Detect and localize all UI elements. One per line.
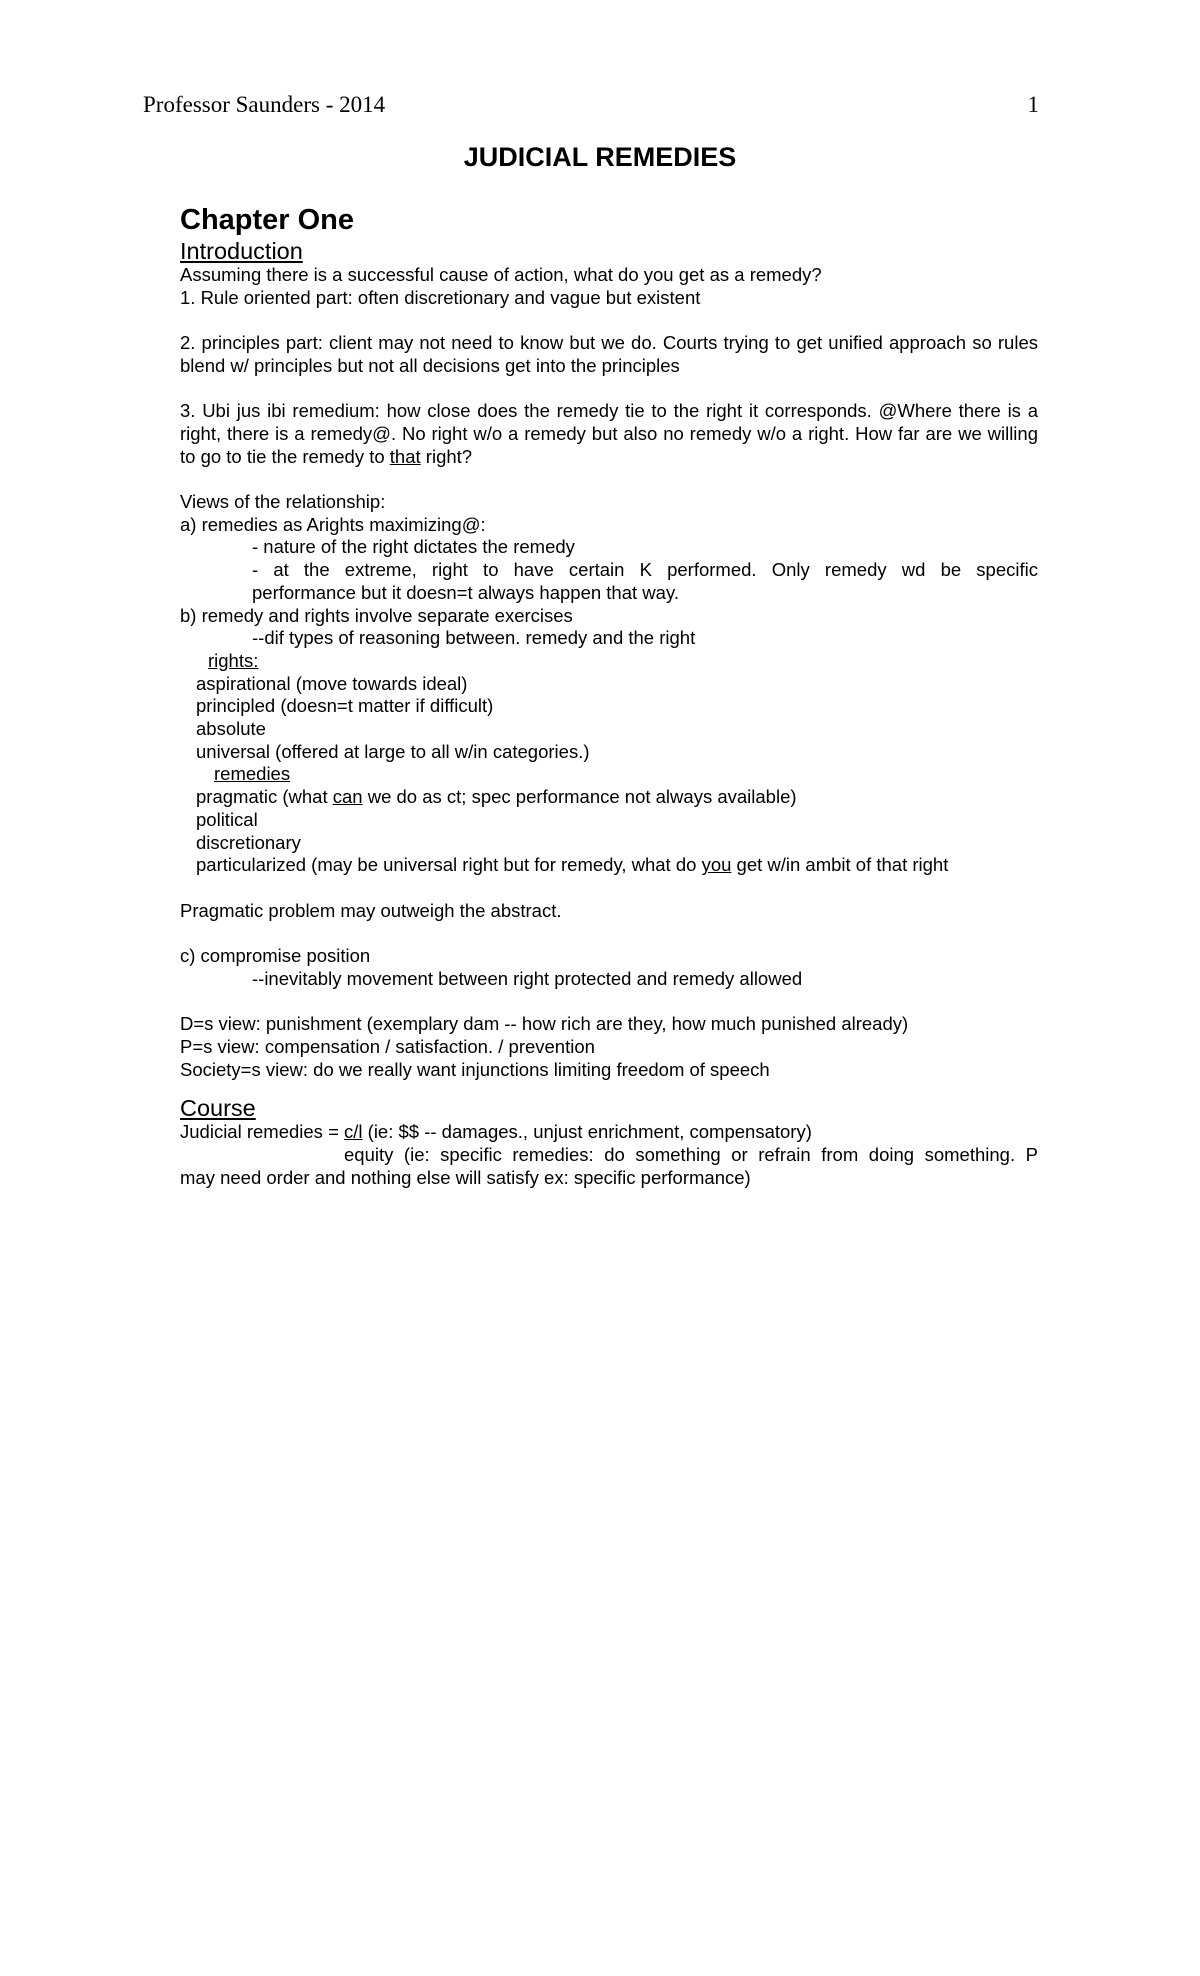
document-body bbox=[180, 202, 1038, 1189]
plaintiff-view: P=s view: compensation / satisfaction. / prevention bbox=[180, 1035, 595, 1057]
intro-point-2: 2. principles part: client may not need to know but we do. Courts trying to get unified approach so rules blend w/ principles but not all decisions get into the principles bbox=[180, 332, 1038, 376]
course-line-1: Judicial remedies = c/l (ie: $$ -- damages., unjust enrichment, compensatory) bbox=[180, 1121, 812, 1143]
right-universal: universal (offered at large to all w/in categories.) bbox=[196, 740, 590, 762]
remedy-particularized: particularized (may be universal right but for remedy, what do you get w/in ambit of that right bbox=[196, 854, 949, 876]
chapter-heading: Chapter One bbox=[180, 204, 355, 236]
view-b: b) remedy and rights involve separate exercises bbox=[180, 604, 573, 626]
remedy-discretionary: discretionary bbox=[196, 831, 301, 853]
section-heading-introduction: Introduction bbox=[180, 238, 303, 264]
remedies-label: remedies bbox=[214, 763, 291, 785]
header-author-year: Professor Saunders - 2014 bbox=[143, 92, 386, 117]
right-aspirational: aspirational (move towards ideal) bbox=[196, 672, 468, 694]
view-a: a) remedies as Arights maximizing@: bbox=[180, 513, 486, 535]
rights-label: rights: bbox=[208, 649, 259, 671]
intro-question: Assuming there is a successful cause of action, what do you get as a remedy? bbox=[180, 264, 822, 285]
intro-point-3: 3. Ubi jus ibi remedium: how close does the remedy tie to the right it corresponds. @Where there is a right, there is a remedy@. No right w/o a remedy but also no remedy w/o a right. How far are we willing to go to tie the remedy to that right? bbox=[180, 400, 1038, 467]
pragmatic-problem: Pragmatic problem may outweigh the abstract. bbox=[180, 899, 562, 921]
page-header bbox=[143, 92, 1039, 118]
right-principled: principled (doesn=t matter if difficult) bbox=[196, 695, 494, 717]
view-b-point-1: --dif types of reasoning between. remedy and the right bbox=[252, 627, 696, 649]
view-c: c) compromise position bbox=[180, 945, 371, 967]
remedy-political: political bbox=[196, 808, 258, 830]
view-a-point-2: - at the extreme, right to have certain K performed. Only remedy wd be specific bbox=[252, 559, 1038, 581]
right-absolute: absolute bbox=[196, 718, 266, 740]
view-a-point-2-cont: performance but it doesn=t always happen that way. bbox=[252, 581, 679, 603]
intro-point-1: 1. Rule oriented part: often discretionary and vague but existent bbox=[180, 286, 701, 308]
defendant-view: D=s view: punishment (exemplary dam -- how rich are they, how much punished already) bbox=[180, 1013, 909, 1035]
view-c-point-1: --inevitably movement between right protected and remedy allowed bbox=[252, 967, 803, 989]
underlined-that: that bbox=[389, 445, 421, 467]
views-heading: Views of the relationship: bbox=[180, 490, 386, 512]
course-equity-cont: may need order and nothing else will satisfy ex: specific performance) bbox=[180, 1166, 751, 1188]
course-equity: equity (ie: specific remedies: do something or refrain from doing something. P bbox=[344, 1143, 1038, 1165]
section-heading-course: Course bbox=[180, 1095, 256, 1122]
remedy-pragmatic: pragmatic (what can we do as ct; spec performance not always available) bbox=[196, 786, 797, 808]
view-a-point-1: - nature of the right dictates the remedy bbox=[252, 536, 575, 558]
page-number: 1 bbox=[1027, 92, 1039, 117]
document-title: JUDICIAL REMEDIES bbox=[463, 142, 737, 172]
society-view: Society=s view: do we really want injunctions limiting freedom of speech bbox=[180, 1058, 770, 1080]
